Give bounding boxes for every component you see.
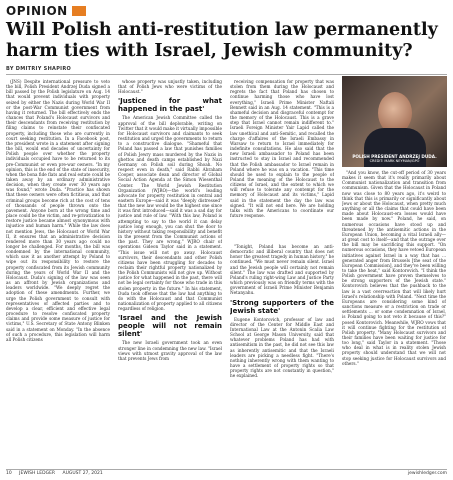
divider bbox=[6, 74, 447, 75]
article-column-4 bbox=[342, 170, 446, 467]
subheading: 'Strong supporters of the Jewish state' bbox=[230, 298, 334, 315]
section-header bbox=[6, 4, 86, 18]
photo-credit: CREDIT: MARK NEYMAN/GPO bbox=[369, 159, 420, 163]
headline: Will Polish anti-restitution law permanently harm ties with Israel, Jewish community? bbox=[6, 20, 438, 61]
article-column-2 bbox=[118, 79, 222, 467]
article-text: (JNS) Despite international pressure to veto the bill, Polish President Andrzej Duda signed a bill passed by the Polish legislature on Aug. 14 that would prevent individuals with property seized by either the Nazis during World War II or the post-War Communist government from having it returned. The bill effectively ends the chances that Poland's Holocaust survivors and their descendants from receiving restitution by filing claims to reinstate their confiscated property, including those who are currently in court seeking restitution. In a Facebook post, the president wrote in a statement after signing the bill, would end decades of uncertainty for Polish people over whether the property individuals occupied have to be returned to its pre-Communist or even pre-war owners. "In my opinion, this is the end of the state of insecurity, when the bona fide flats and real estate could be taken away by an ordinary administrative decision, when they create over 30 years ago was found," wrote Duda. "Practice has shown that these owners were often fictitious, and that criminal groups become rich at the cost of tens of thousands of people thrown onto the pavement. Anyone born at the wrong time and place could be the victim, and re-privatization to restore justice became almost synonymous with injustice and human harm." While the law does not mention Jews, the Holocaust or World War II, it ensures that an administrative decision rendered more than 30 years ago could no longer be challenged. For months, the bill was condemned by the international community, which saw it as another attempt by Poland to wipe out its responsibility to restore the property confiscated from its Jewish community during the years of World War II and the Holocaust. Duda's signing of the law was seen as an affront by Jewish organizations and leaders worldwide. "We deeply regret the adoption of these amendments. Further, we urge the Polish government to consult with representatives of affected parties and to develop a clear, efficient and effective legal procedure to resolve confiscated property claims and provide some measure of justice for victims," U.S. Secretary of State Antony Blinken said in a statement on Monday. "In the absence of such a procedure, this legislation will harm all Polish citizens bbox=[6, 79, 110, 342]
article-text: The new Israeli government took an even stronger line in condemning the new law. "Israel views with utmost gravity approval of the law that prevents Jews from bbox=[118, 340, 222, 361]
article-text: whose property was unjustly taken, including that of Polish Jews who were victims of the Holocaust." bbox=[118, 79, 222, 95]
article-text: The American Jewish Committee called the approval of the bill deplorable, writing on Twitter that it would make it virtually impossible for Holocaust survivors and claimants to seek restitution and urged the governments to return to a constructive dialogue. "Shameful that Poland has passed a law that punishes families of Polish Jewry mass murdered by the Nazis in ghettos and death camps established by Nazi Germany on Polish soil during Shoah. No respect even in death," said Rabbi Abraham Cooper, associate dean and director of Global Social Action Agenda at the Simon Wiesenthal Center. The World Jewish Restitution Organization (WJRO)—the world's leading advocate for property restitution in central and eastern Europe—said it was "deeply distressed" that the new law would be the highest one since it was first introduced—said it was a sad day for justice and rule of law. "With this law, Poland is attempting to say to the world it can delay justice long enough, you can shut the door to history without taking responsibility and benefit in the present from the Communist actions of the past. They are wrong," WJRO chair of operations Gideon Taylor said in a statement. "This issue will not go away. Holocaust survivors, their descendants and other Polish citizens have been struggling for decades to reclaim their rightful property nationalized by the Polish Communists will not give up. Without justice for what happened in the past, there will not be legal certainty for those who trade in this stolen property in the future." In his statement, Duda took offense that the law had anything to do with the Holocaust and that Communist nationalization of property applied to all citizens regardless of religion. bbox=[118, 115, 222, 312]
article-text: Eugene Kontorovich, professor of law and director of the Center for Middle East and International Law at the Antonin Scalia Law School at George Mason University, said that whatever problems Poland has had with antisemitism in the past, he did not see this law as inherently antisemitic and that the Israeli leaders are picking a needless fight. "There's nothing inherently wrong with them wanting to have a settlement of property rights so that property rights are not constantly in question," he explained. bbox=[230, 316, 334, 379]
page-footer bbox=[6, 471, 447, 476]
article-text: "Tonight, Poland has become an anti-democratic and illiberal country that does not honor the greatest tragedy in human history," he continued. "We must never remain silent. Israel and the Jewish people will certainly not remain silent." The law was drafted and supported by Poland's ruling right-wing Law and Justice Party which previously was on friendly terms with the government of Israeli Prime Minister Benjamin Netanyahu. bbox=[230, 244, 334, 296]
subheading: 'Justice for what happened in the past' bbox=[118, 97, 222, 114]
page-number: 10 bbox=[6, 471, 12, 476]
issue-date: AUGUST 27, 2021 bbox=[62, 471, 103, 476]
footer-divider bbox=[6, 469, 447, 470]
section-accent-bar bbox=[72, 6, 86, 16]
photo-caption-text: POLISH PRESIDENT ANDRZEJ DUDA. bbox=[352, 154, 437, 159]
president-photo bbox=[342, 76, 447, 167]
article-column-3-bottom bbox=[230, 244, 334, 467]
article-column-3-top bbox=[230, 79, 334, 241]
byline: BY DMITRIY SHAPIRO bbox=[6, 66, 72, 72]
website-link[interactable]: jewishledger.com bbox=[407, 471, 447, 476]
section-label: OPINION bbox=[6, 4, 68, 18]
article-text: receiving compensation for property that was stolen from them during the Holocaust and regrets the fact that Poland has chosen to continue harming those who have lost everything," Israeli Prime Minister Naftali Bennett said in an Aug. 14 statement. "This is a shameful decision and disgraceful contempt for the memory of the Holocaust. This is a grave step that Israel cannot remain indifferent to." Israeli Foreign Minister Yair Lapid called the law unethical and anti-Semitic, and recalled the charge d'affaires of the Israeli Embassy in Warsaw to return to Israel immediately for indefinite consultations. He also said that the new Israeli ambassador to Poland has been instructed to stay in Israel and recommended that the Polish ambassador to Israel remain in Poland where he was on a vacation. "This time should be used to explain to the people of Poland the meaning of the Holocaust to the citizens of Israel, and the extent to which we will refuse to tolerate any contempt for the memory of Holocaust and its victims," Lapid said in the statement the day the law was signed. "It will not end here. We are holding talks with the Americans to coordinate our future response. bbox=[230, 79, 334, 219]
article-column-1 bbox=[6, 79, 110, 467]
photo-caption bbox=[342, 154, 447, 164]
publication-name: JEWISH LEDGER bbox=[19, 471, 56, 476]
article-text: "And you know, the cut-off period of 30 years makes it seem that it's really primarily about Communist nationalization and transition from communism. Given that the Holocaust in Poland now was close to 80 years ago, it's weird to think that this is primarily or significantly about Jews or about the Holocaust, when pretty much anything or all the claims that could have been made about Holocaust-era losses would have been made by now." Poland, he said, on numerous occasions have stood up and threatened by the antisemitic actions in the European Union, becoming a vital Israeli ally—at great cost to itself—and that the outrage over the bill may be sacrificing this support. "On numerous occasions, they have vetoed European initiatives against Israel in a way that has ... generated anger from Brussels [the seat of the European Commission], and they've been willing to take the heat," said Kontorovich. "I think the Polish government have proven themselves to be strong supporters of the Jewish state." Kontorovich believes that the pushback to the law is a vast overreaction that will likely hurt Israel's relationship with Poland. "Next time the Europeans are considering some kind of sanctions measure or a restriction on trade or settlements ... or some condemnation of Israel, is Poland going to not veto it because of this?" posed Kontorovich. Meanwhile, WJRO vows that it will continue fighting for the restitution of Polish property. "Many Holocaust survivors and their families have been waiting for justice for too long," said Taylor in a statement. "Those who deal in what is in reality stolen Jewish property should understand that we will not stop seeking justice for Holocaust survivors and others." bbox=[342, 170, 446, 366]
subheading: 'Israel and the Jewish people will not remain silent' bbox=[118, 314, 222, 339]
